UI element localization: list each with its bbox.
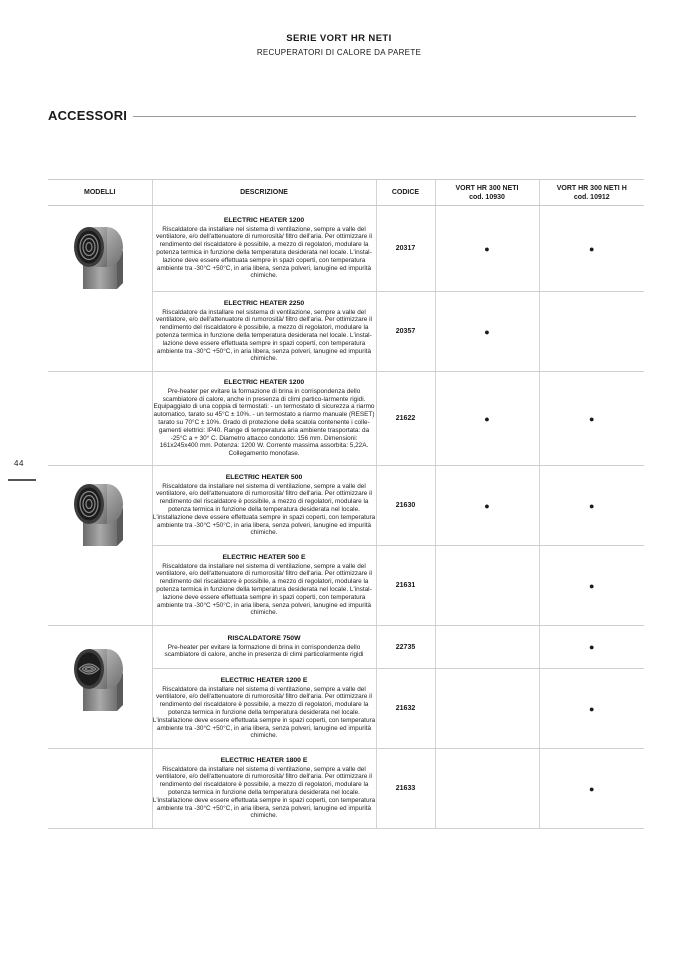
col-header-description: DESCRIZIONE [152, 180, 376, 206]
description-cell [152, 372, 376, 466]
model-image-cell [48, 626, 152, 749]
compat-vort-neti-mark: ● [435, 466, 539, 546]
product-name: ELECTRIC HEATER 2250 [223, 299, 305, 307]
compat-vort-neti-h-mark: ● [539, 206, 644, 292]
table-row [48, 206, 644, 292]
product-description: Pre-heater per evitare la formazione di brina in corrispondenza dello scambiatore di calore, anche in presenza di climi partico-larmente rigidi. Equipaggiato di una coppia di termostati: - un termostato di sicurezza a riarmo automatico, tarato su 45°C ± 10%. - un termostato a riarmo manuale (RESET) tarato su 70°C ± 10%. Grado di protezione della scatola contenente i colle-gamenti elettrici: IP40. Range di temperatura aria ambiente trasportata: da -25°C a + 30° C. Diametro attacco condotto: 156 mm. Dimensioni: 161x245x400 mm. Potenza: 1200 W. Corrente massima assorbita: 5,22A. Collegamento monofase. [153, 387, 375, 458]
section-title: ACCESSORI [48, 108, 128, 123]
col-header-vort-neti [435, 180, 539, 206]
product-description: Riscaldatore da installare nel sistema di ventilazione, sempre a valle del ventilatore, e/o dell'attenuatore di rumorosità/ filtro dell'aria. Per ottimizzare il rendimento del riscaldatore è possibile, a mezzo di regolatori, modulare la potenza termica in funzione della temperatura desiderata nel locale. L'installazione deve essere effettuata sempre in spazi coperti, con temperatura ambiente tra -30°C +50°C, in aria libera, senza polveri, lanugine ed impurità chimiche. [152, 685, 376, 740]
product-code: 20357 [376, 292, 435, 372]
product-name: ELECTRIC HEATER 1800 E [220, 756, 308, 764]
series-title: SERIE VORT HR NETI [286, 33, 392, 44]
description-cell [152, 466, 376, 546]
table-header-row [48, 180, 644, 206]
product-name: ELECTRIC HEATER 1200 [223, 216, 305, 224]
compat-vort-neti-h-mark: ● [539, 466, 644, 546]
duct-heater-image [69, 480, 131, 555]
page-marker-bar [8, 479, 36, 481]
product-name: ELECTRIC HEATER 500 E [222, 553, 306, 561]
series-subtitle: RECUPERATORI DI CALORE DA PARETE [256, 48, 422, 57]
product-description: Riscaldatore da installare nel sistema di ventilazione, sempre a valle del ventilatore, e/o dell'attenuatore di rumorosità/ filtro dell'aria. Per ottimizzare il rendimento del riscaldatore è possibile, a mezzo di regolatori, modulare la potenza termica in funzione della temperatura desiderata nel locale. L'instal-lazione deve essere effettuata sempre in spazi coperti, con temperatura ambiente tra -30°C +50°C, in aria libera, senza polveri, lanugine ed impurità chimiche. [156, 225, 372, 280]
compat-vort-neti-h-empty [539, 292, 644, 372]
table-row [48, 749, 644, 829]
product-description: Pre-heater per evitare la formazione di brina in corrispondenza dello scambiatore di calore, anche in presenza di climi particolarmente rigidi [164, 643, 364, 659]
compat-vort-neti-h-mark: ● [539, 372, 644, 466]
duct-heater-image [69, 645, 131, 720]
accessories-table [48, 179, 644, 829]
section-divider [133, 116, 636, 117]
compat-vort-neti-h-mark: ● [539, 749, 644, 829]
compat-vort-neti-mark: ● [435, 206, 539, 292]
duct-heater-illustration [69, 223, 131, 293]
product-description: Riscaldatore da installare nel sistema di ventilazione, sempre a valle del ventilatore, e/o dell'attenuatore di rumorosità/ filtro dell'aria. Per ottimizzare il rendimento del riscaldatore è possibile, a mezzo di regolatori, modulare la potenza termica in funzione della temperatura desiderata nel locale. L'installazione deve essere effettuata sempre in spazi coperti, con temperatura ambiente tra -30°C +50°C, in aria libera, senza polveri, lanugine ed impurità chimiche. [152, 482, 376, 537]
compat-vort-neti-empty [435, 669, 539, 749]
product-description: Riscaldatore da installare nel sistema di ventilazione, sempre a valle del ventilatore, e/o dell'attenuatore di rumorosità/ filtro dell'aria. Per ottimizzare il rendimento del riscaldatore è possibile, a mezzo di regolatori, modulare la potenza termica in funzione della temperatura desiderata nel locale. L'instal-lazione deve essere effettuata sempre in spazi coperti, con temperatura ambiente tra -30°C +50°C, in aria libera, senza polveri, lanugine ed impurità chimiche. [156, 562, 372, 617]
col-header-vort-neti-h-name: VORT HR 300 NETI H [556, 184, 627, 192]
product-code: 21631 [376, 546, 435, 626]
description-cell [152, 546, 376, 626]
description-cell [152, 626, 376, 669]
compat-vort-neti-empty [435, 749, 539, 829]
description-cell [152, 206, 376, 292]
compat-vort-neti-mark: ● [435, 292, 539, 372]
product-code: 22735 [376, 626, 435, 669]
product-name: ELECTRIC HEATER 1200 [223, 379, 305, 387]
product-description: Riscaldatore da installare nel sistema di ventilazione, sempre a valle del ventilatore, e/o dell'attenuatore di rumorosità/ filtro dell'aria. Per ottimizzare il rendimento del riscaldatore è possibile, a mezzo di regolatori, modulare la potenza termica in funzione della temperatura desiderata nel locale. L'instal-lazione deve essere effettuata sempre in spazi coperti, con temperatura ambiente tra -30°C +50°C, in aria libera, senza polveri, lanugine ed impurità chimiche. [156, 308, 372, 363]
col-header-models: MODELLI [48, 180, 152, 206]
compat-vort-neti-h-mark: ● [539, 546, 644, 626]
duct-heater-image [69, 223, 131, 298]
compat-vort-neti-mark: ● [435, 372, 539, 466]
model-image-cell-empty [48, 372, 152, 466]
col-header-vort-neti-h-code: cod. 10912 [573, 193, 610, 201]
table-row [48, 372, 644, 466]
col-header-vort-neti-code: cod. 10930 [469, 193, 505, 201]
col-header-vort-neti-name: VORT HR 300 NETI [455, 184, 519, 192]
description-cell [152, 292, 376, 372]
duct-heater-illustration [69, 480, 131, 550]
description-cell [152, 749, 376, 829]
product-code: 21633 [376, 749, 435, 829]
product-name: ELECTRIC HEATER 1200 E [220, 676, 308, 684]
page-number: 44 [14, 459, 24, 468]
compat-vort-neti-h-mark: ● [539, 669, 644, 749]
model-image-cell [48, 466, 152, 626]
col-header-vort-neti-h [539, 180, 644, 206]
model-image-cell-empty [48, 749, 152, 829]
compat-vort-neti-empty [435, 626, 539, 669]
product-code: 21632 [376, 669, 435, 749]
product-code: 20317 [376, 206, 435, 292]
product-name: RISCALDATORE 750W [227, 634, 301, 642]
compat-vort-neti-empty [435, 546, 539, 626]
product-code: 21630 [376, 466, 435, 546]
compat-vort-neti-h-mark: ● [539, 626, 644, 669]
table-row [48, 466, 644, 546]
product-description: Riscaldatore da installare nel sistema di ventilazione, sempre a valle del ventilatore, e/o dell'attenuatore di rumorosità/ filtro dell'aria. Per ottimizzare il rendimento del riscaldatore è possibile, a mezzo di regolatori, modulare la potenza termica in funzione della temperatura desiderata nel locale. L'installazione deve essere effettuata sempre in spazi coperti, con temperatura ambiente tra -30°C +50°C, in aria libera, senza polveri, lanugine ed impurità chimiche. [152, 765, 376, 820]
model-image-cell [48, 206, 152, 372]
table-row [48, 626, 644, 669]
description-cell [152, 669, 376, 749]
product-code: 21622 [376, 372, 435, 466]
duct-heater-illustration [69, 645, 131, 715]
col-header-code: CODICE [376, 180, 435, 206]
product-name: ELECTRIC HEATER 500 [225, 473, 303, 481]
